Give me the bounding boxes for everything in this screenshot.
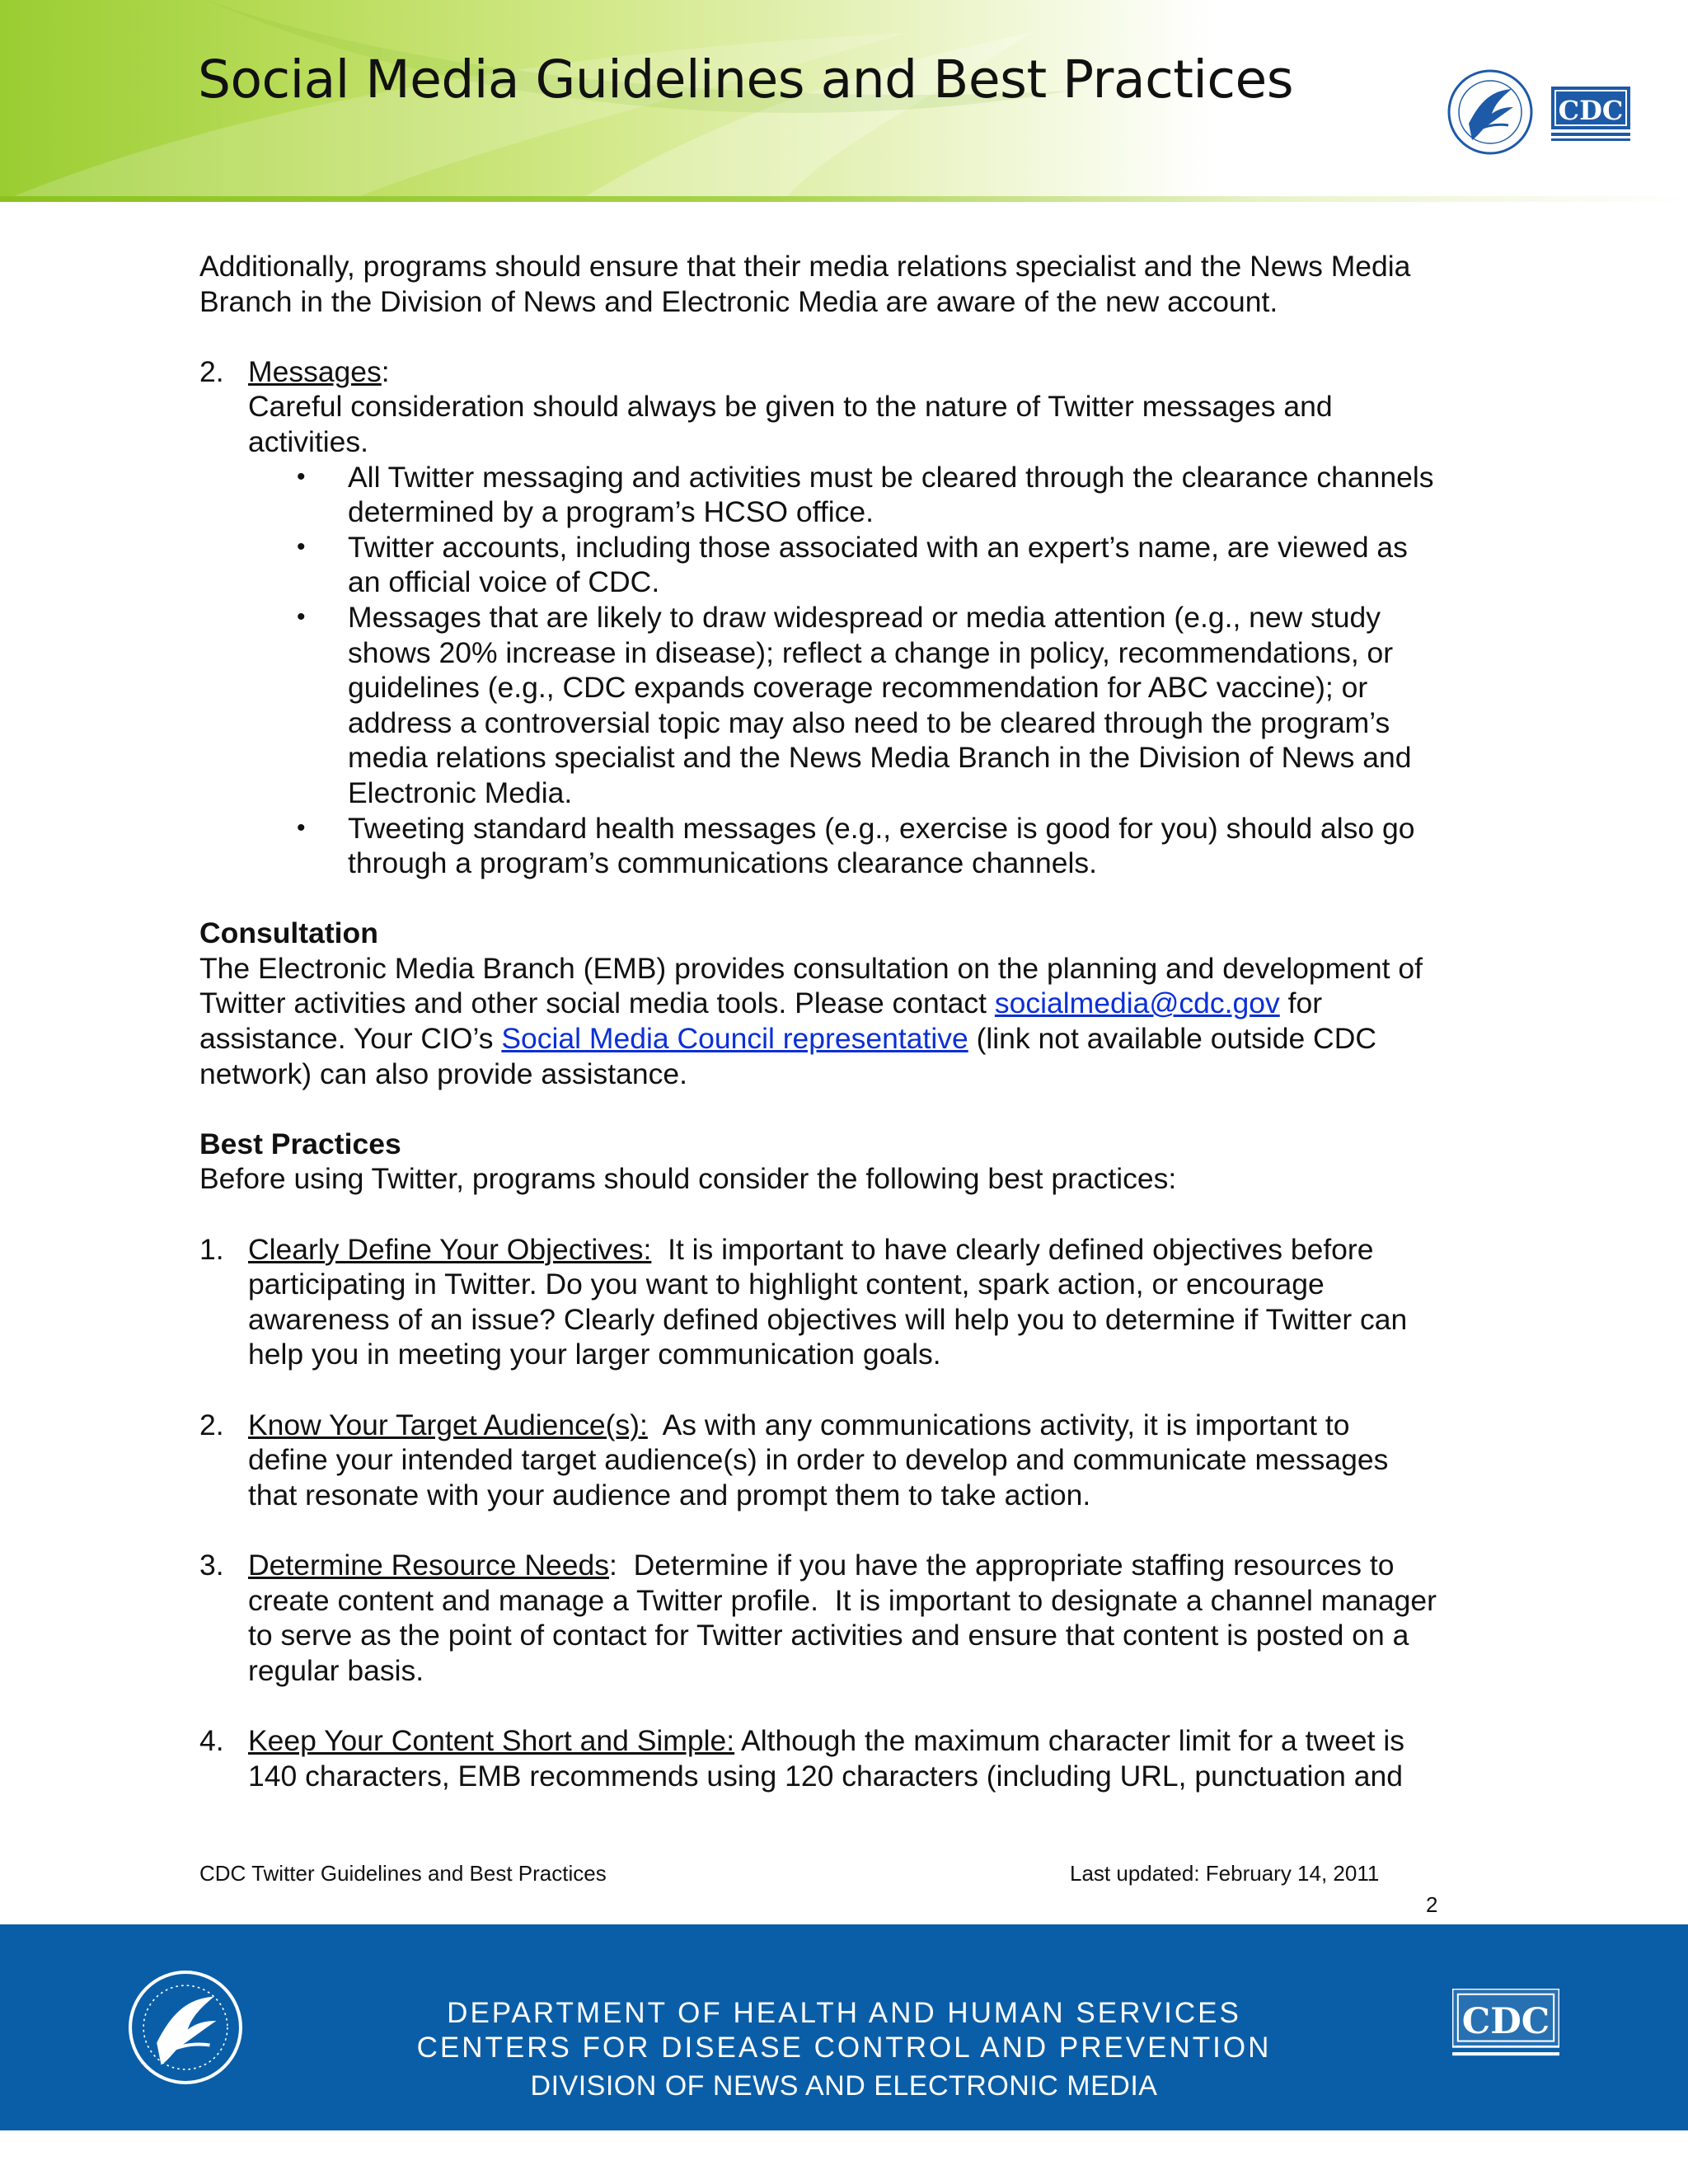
bullet-icon: • [297,532,306,560]
best-practice-item: 4. Keep Your Content Short and Simple: Although the maximum character limit for a tweet is 140 characters, EMB recommends using 120 characters (including URL, punctuation and [199,1723,1404,1793]
cdc-logo-icon [1452,1989,1559,2064]
best-practices-intro: Before using Twitter, programs should consider the following best practices: [199,1162,1177,1196]
messages-bullet-list [199,460,1502,881]
list-number: 3. [199,1548,224,1582]
email-link[interactable]: socialmedia@cdc.gov [994,987,1280,1020]
list-item: • Messages that are likely to draw widespread or media attention (e.g., new study shows 20% increase in disease); reflect a change in policy, recommendations, or guidelines (e.g., CDC expands coverage recommendation for ABC vaccine); or address a controversial topic may also need to be cleared through the program’s media relations specialist and the News Media Branch in the Division of News and Electronic Media. [297,600,1412,809]
bullet-icon: • [297,462,306,490]
band-department-line: DEPARTMENT OF HEALTH AND HUMAN SERVICES [447,1997,1241,2029]
hhs-eagle-seal-icon [1444,66,1536,158]
best-practice-item: 2. Know Your Target Audience(s): As with any communications activity, it is important to define your intended target audience(s) in order to develop and communicate messages that resonate with your audience and prompt them to take action. [199,1408,1389,1511]
list-number: 2. [199,1408,224,1441]
messages-section: 2. Messages: Careful consideration should always be given to the nature of Twitter messages and activities. [199,354,1502,460]
bullet-icon: • [297,813,306,841]
consultation-paragraph: The Electronic Media Branch (EMB) provides consultation on the planning and development of Twitter activities and other social media tools. Please contact socialmedia@cdc.gov for assistance. Your CIO’s Social Media Council representative (link not available outside CDC network) can also provide assistance. [199,951,1423,1090]
page-number: 2 [1426,1892,1438,1917]
best-practice-title: Clearly Define Your Objectives: [248,1232,652,1266]
best-practice-title: Know Your Target Audience(s): [248,1408,648,1441]
bullet-icon: • [297,602,306,630]
best-practice-title: Determine Resource Needs [248,1548,610,1582]
svg-text:CDC: CDC [1461,2000,1550,2043]
list-item: • Tweeting standard health messages (e.g., exercise is good for you) should also go through a program’s communications clearance channels. [297,811,1415,880]
header-divider [0,196,1688,202]
list-item: • Twitter accounts, including those associated with an expert’s name, are viewed as an official voice of CDC. [297,530,1408,599]
intro-line: Branch in the Division of News and Electronic Media are aware of the new account. [199,284,1278,318]
svg-text:CDC: CDC [1558,95,1624,126]
intro-line: Additionally, programs should ensure that their media relations specialist and the News Media [199,250,1411,283]
band-division-line: DIVISION OF NEWS AND ELECTRONIC MEDIA [530,2070,1158,2102]
list-number: 4. [199,1723,224,1757]
messages-text: Careful consideration should always be given to the nature of Twitter messages and activities. [248,390,1333,458]
best-practice-item: 1. Clearly Define Your Objectives: It is important to have clearly defined objectives before participating in Twitter. Do you want to highlight content, spark action, or encourage awareness of an issue? Clearly defined objectives will help you to determine if Twitter can help you in meeting your larger communication goals. [199,1232,1408,1371]
best-practices-heading: Best Practices [199,1127,401,1160]
page-header [0,0,1688,202]
intro-paragraph [199,249,1502,319]
footer-document-title: CDC Twitter Guidelines and Best Practices [199,1861,607,1886]
consultation-heading: Consultation [199,916,378,950]
list-item: • All Twitter messaging and activities must be cleared through the clearance channels determined by a program’s HCSO office. [297,460,1434,529]
footer-last-updated: Last updated: February 14, 2011 [1070,1861,1380,1886]
page-title: Social Media Guidelines and Best Practices [198,49,1294,110]
best-practice-title: Keep Your Content Short and Simple: [248,1723,735,1757]
council-representative-link[interactable]: Social Media Council representative [501,1022,968,1056]
document-body [199,249,1502,1793]
footer-band [0,1924,1688,2130]
cdc-logo-icon [1551,87,1630,143]
list-number: 2. [199,354,224,388]
messages-title: Messages [248,354,382,388]
list-number: 1. [199,1232,224,1266]
band-centers-line: CENTERS FOR DISEASE CONTROL AND PREVENTION [416,2032,1272,2064]
best-practice-item: 3. Determine Resource Needs: Determine if you have the appropriate staffing resources to create content and manage a Twitter profile. It is important to designate a channel manager to serve as the point of contact for Twitter activities and ensure that content is posted on a regular basis. [199,1548,1437,1687]
